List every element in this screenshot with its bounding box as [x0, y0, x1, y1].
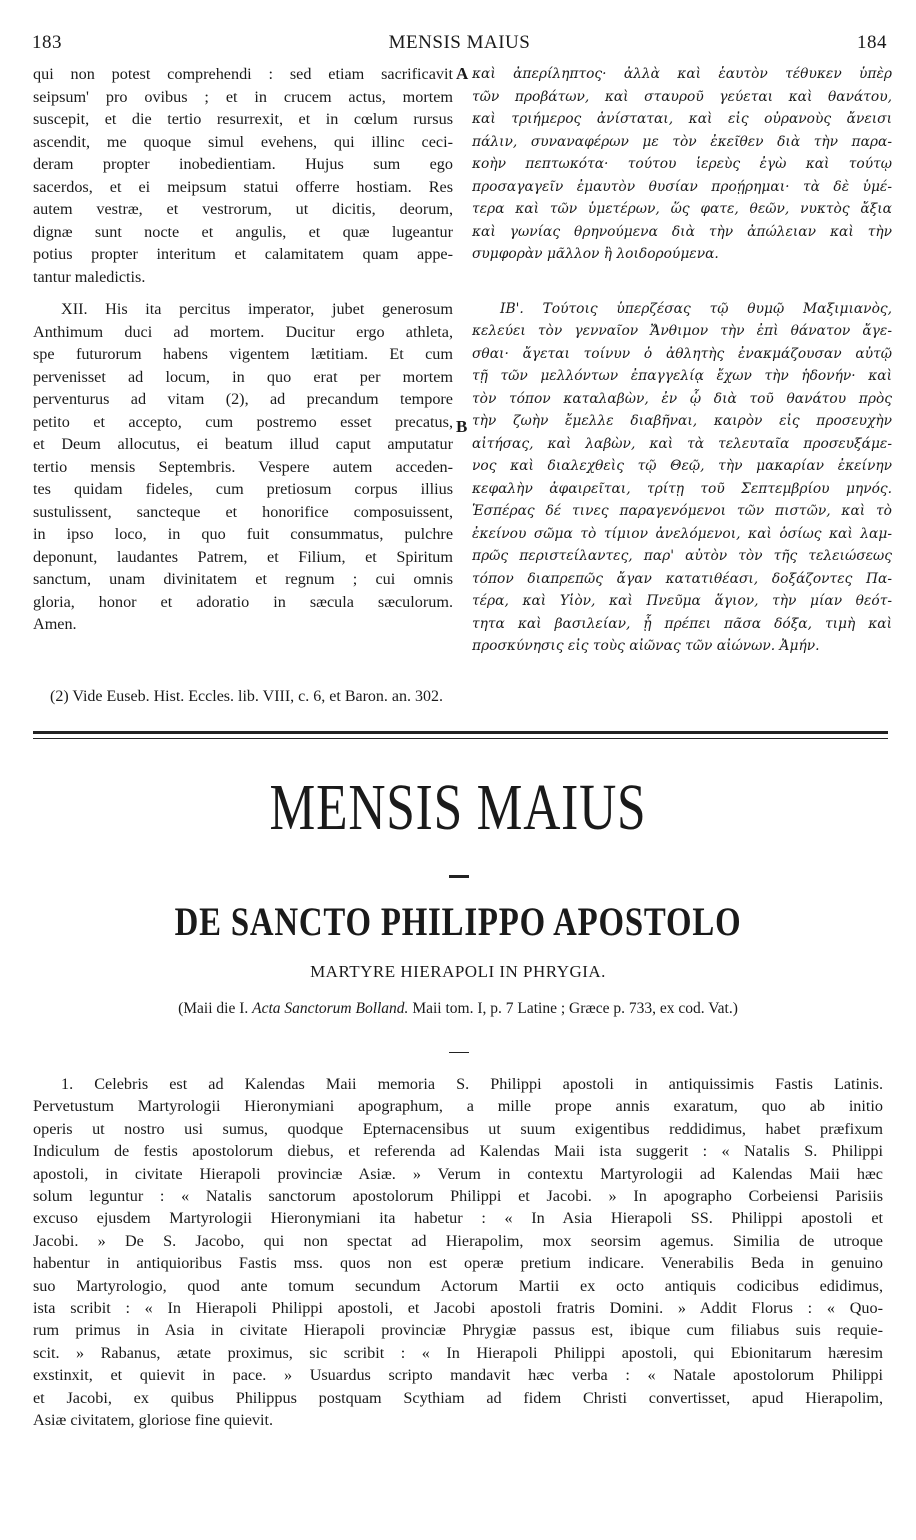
- text-line: perventurus ad vitam (2), ad precandum tempore: [33, 390, 453, 408]
- text-line: tertio mensis Septembris. Vespere autem acceden-: [33, 457, 453, 476]
- section-divider-thick: [33, 731, 888, 734]
- text-line: dignæ sunt nocte et angulis, et quæ lugeantur: [33, 222, 453, 241]
- text-line: ascendit, me quoque simul evehens, qui illinc ceci-: [33, 132, 453, 151]
- text-line: rum primus in Asia in civitate Hierapoli provinciæ Phrygiæ passus est, ibique cum filiabus suis requie-: [33, 1321, 883, 1340]
- text-line: τὸν τόπον καταλαβὼν, ἐν ᾧ διὰ τοῦ θανάτου πρὸς: [472, 390, 892, 407]
- text-line: τῇ τῶν μελλόντων ἐπαγγελίᾳ ἔχων τὴν ἡδονήν· καὶ: [472, 368, 892, 384]
- page-number-right: 184: [857, 32, 887, 53]
- text-line: νος καὶ διαλεχθεὶς τῷ Θεῷ, τὴν μακαρίαν ἐκείνην: [472, 458, 892, 474]
- text-line: sacerdos, et ei meipsum statui offerre hostiam. Res: [33, 177, 453, 196]
- text-line: suo Martyrologio, quod ante tomum secundum Actorum Martii ex octo antiquis codicibus edidimus,: [33, 1276, 883, 1295]
- text-line: προσκύνησις εἰς τοὺς αἰῶνας τῶν αἰώνων. Ἀμήν.: [472, 638, 820, 654]
- footnote: (2) Vide Euseb. Hist. Eccles. lib. VIII, c. 6, et Baron. an. 302.: [50, 688, 444, 705]
- text-line: τὴν ζωὴν ἔμελλε διαβῆναι, καιρὸν εἰς προσευχὴν: [472, 413, 892, 429]
- greek-paragraph-2: [472, 298, 892, 658]
- text-line: tes quidam fideles, cum pretiosum corpus illius: [33, 480, 453, 498]
- page-number-left: 183: [32, 32, 62, 53]
- text-line: κελεύει τὸν γενναῖον Ἄνθιμον τὴν ἐπὶ θάνατον ἄγε-: [472, 323, 892, 339]
- text-line: ΙΒ'. Τούτοις ὑπερζέσας τῷ θυμῷ Μαξιμιανὸς,: [500, 300, 892, 317]
- text-line: seipsum' pro ovibus ; et in crucem actus, mortem: [33, 87, 453, 106]
- text-line: excuso ejusdem Martyrologii Hieronymiani ita habetur : « In Asia Hierapoli SS. Philippi apostoli et: [33, 1209, 883, 1228]
- text-line: τόπον διαπρεπῶς ἄγαν κατατιθέασι, δοξάζοντες Πα-: [472, 570, 892, 587]
- text-line: καὶ τριήμερος ἀνίσταται, καὶ εἰς οὐρανοὺς ἄνεισι: [472, 111, 892, 127]
- text-line: deponunt, laudantes Patrem, et Filium, et Spiritum: [33, 547, 453, 566]
- text-line: Anthimum duci ad mortem. Ducitur ergo athleta,: [33, 322, 453, 341]
- source-text-italic: Acta Sanctorum Bolland.: [252, 1000, 409, 1017]
- text-line: Amen.: [33, 615, 77, 633]
- text-line: κοὴν πεπτωκότα· τούτου ἱερεὺς ἐγὼ καὶ τούτῳ: [472, 156, 892, 172]
- section-title: MENSIS MAIUS: [269, 771, 647, 844]
- text-line: ista scribit : « In Hierapoli Philippi apostoli, et Jacobi apostoli fratris Domini. » Addit Florus : « Quo-: [33, 1299, 883, 1318]
- text-line: 1. Celebris est ad Kalendas Maii memoria S. Philippi apostoli in antiquissimis Fastis Latinis.: [61, 1075, 883, 1093]
- text-line: συμφορὰν μᾶλλον ἢ λοιδορούμενα.: [472, 246, 719, 262]
- text-line: autem vestræ, et vestrorum, ut dicitis, deorum,: [33, 200, 453, 218]
- text-line: προσαγαγεῖν ἐμαυτὸν θυσίαν προῄρημαι· τὰ δὲ ὑμέ-: [472, 178, 892, 195]
- text-line: potius propter interitum et calamitatem quam appe-: [33, 245, 453, 263]
- text-line: solum leguntur : « Natalis sanctorum apostolorum Philippi et Jacobi. » In apographo Corbeiensi Parisiis: [33, 1187, 883, 1206]
- text-line: tantur maledictis.: [33, 267, 146, 286]
- latin-paragraph-1: [33, 63, 453, 288]
- text-line: Asiæ civitatem, gloriose fine quievit.: [33, 1411, 274, 1430]
- text-line: σθαι· ἄγεται τοίνυν ὁ ἀθλητὴς ἐνακμάζουσαν αὐτῷ: [472, 345, 892, 362]
- text-line: Ἑσπέρας δέ τινες παραγενόμενοι τῶν πιστῶν, καὶ τὸ: [472, 503, 892, 519]
- text-line: sustulissent, sancteque et honorifice composuissent,: [33, 502, 453, 521]
- title-dash: [449, 875, 469, 878]
- running-header: [32, 32, 887, 58]
- text-line: αἰτήσας, καὶ λαβὼν, καὶ τὰ τελευταῖα προσευξάμε-: [472, 435, 892, 452]
- text-line: et Jacobi, ex quibus Philippus postquam Scythiam ad fidem Christi convertisset, apud Hierapolim,: [33, 1388, 883, 1407]
- text-line: κεφαλὴν ἀφαιρεῖται, τρίτῃ τοῦ Σεπτεμβρίου μηνός.: [472, 480, 892, 497]
- latin-paragraph-2: [33, 298, 453, 636]
- text-line: sanctum, unam divinitatem et regnum ; cui omnis: [33, 570, 453, 588]
- text-line: deram propter inobedientiam. Hujus sum ego: [33, 155, 453, 173]
- text-line: καὶ γωνίας θρηνούμενα διὰ τὴν ἀπώλειαν καὶ τὴν: [472, 223, 892, 240]
- text-line: gloria, honor et adoratio in sæcula sæculorum.: [33, 592, 453, 611]
- running-title: MENSIS MAIUS: [388, 32, 531, 53]
- subtitle: MARTYRE HIERAPOLI IN PHRYGIA.: [310, 962, 606, 981]
- greek-column: [472, 63, 892, 658]
- section-divider-thin: [33, 738, 888, 739]
- greek-paragraph-1: [472, 63, 892, 266]
- text-line: πρῶς περιστείλαντες, παρ' αὐτὸν τὸν τῆς τελειώσεως: [472, 548, 892, 564]
- text-line: τέρα, καὶ Υἱὸν, καὶ Πνεῦμα ἅγιον, τὴν μίαν θεότ-: [472, 593, 892, 609]
- text-line: τῶν προβάτων, καὶ σταυροῦ γεύεται καὶ θανάτου,: [472, 88, 892, 105]
- text-line: operis ut nostro usi sumus, quodque Epternacensibus ut suum exigentibus reddidimus, habet præfixum: [33, 1119, 883, 1138]
- source-dash: [449, 1052, 469, 1053]
- text-line: τητα καὶ βασιλείαν, ᾗ πρέπει πᾶσα δόξα, τιμὴ καὶ: [472, 615, 892, 632]
- text-line: πάλιν, συναναφέρων με τὸν ἐκεῖθεν διὰ τὴν παρα-: [472, 133, 892, 150]
- text-line: suscepit, et die tertio resurrexit, et in cœlum rursus: [33, 110, 453, 128]
- margin-letter-a: A: [456, 64, 469, 83]
- source-text-b: Maii tom. I, p. 7 Latine ; Græce p. 733, ex cod. Vat.): [408, 1000, 738, 1017]
- text-line: apostoli, in civitate Hierapoli provinciæ Asiæ. » Verum in contextu Martyrologii ad Kalendas Maii hæc: [33, 1164, 883, 1183]
- text-line: et Deum allocutus, ei beatum illud caput amputatur: [33, 435, 453, 453]
- latin-column: [33, 63, 453, 636]
- text-line: Indiculum de festis apostolorum diebus, et referenda ad Kalendas Maii ista suggerit : « Natalis S. Philippi: [33, 1142, 883, 1161]
- text-line: spe futurorum habens vigentem lætitiam. Et cum: [33, 345, 453, 363]
- text-line: petito et accepto, cum postremo esset precatus,: [33, 412, 453, 431]
- text-line: exstinxit, et quievit in pace. » Usuardus scripto mandavit hæc verba : « Natale apostolorum Philippi: [33, 1366, 883, 1385]
- saint-title: DE SANCTO PHILIPPO APOSTOLO: [174, 899, 742, 944]
- text-line: qui non potest comprehendi : sed etiam sacrificavit: [33, 65, 453, 83]
- text-line: habentur in antiquioribus Fastis mss. quos non est operæ pretium indicare. Venerabilis Beda in genuino: [33, 1254, 883, 1273]
- text-line: scit. » Rabanus, ætate proximus, sic scribit : « In Hierapoli Philippi apostoli, qui Ebionitarum hæresim: [33, 1343, 883, 1362]
- text-line: Jacobi. » De S. Jacobo, qui non spectat ad Hierapolim, mox seorsim agemus. Similia de utroque: [33, 1231, 883, 1250]
- text-line: καὶ ἀπερίληπτος· ἀλλὰ καὶ ἑαυτὸν τέθυκεν ὑπὲρ: [472, 66, 892, 82]
- text-line: Pervetustum Martyrologii Hieronymiani apographum, a mille prope annis exaratum, quo ab initio: [33, 1097, 883, 1116]
- margin-letter-b: B: [456, 417, 468, 436]
- source-text-a: (Maii die I.: [178, 1000, 253, 1017]
- text-line: ἐκείνου σῶμα τὸ τίμιον ἀνελόμενοι, καὶ ὁσίως καὶ λαμ-: [472, 525, 892, 542]
- body-text: [33, 1073, 883, 1432]
- source-citation: [0, 1000, 916, 1018]
- text-line: XII. His ita percitus imperator, jubet generosum: [61, 300, 453, 318]
- text-line: in ipso loco, in quo fuit consummatus, pulchre: [33, 525, 453, 543]
- text-line: pervenisset ad locum, in quo erat per mortem: [33, 367, 453, 386]
- text-line: τερα καὶ τῶν ὑμετέρων, ὥς φατε, θεῶν, νυκτὸς ἄξια: [472, 201, 892, 217]
